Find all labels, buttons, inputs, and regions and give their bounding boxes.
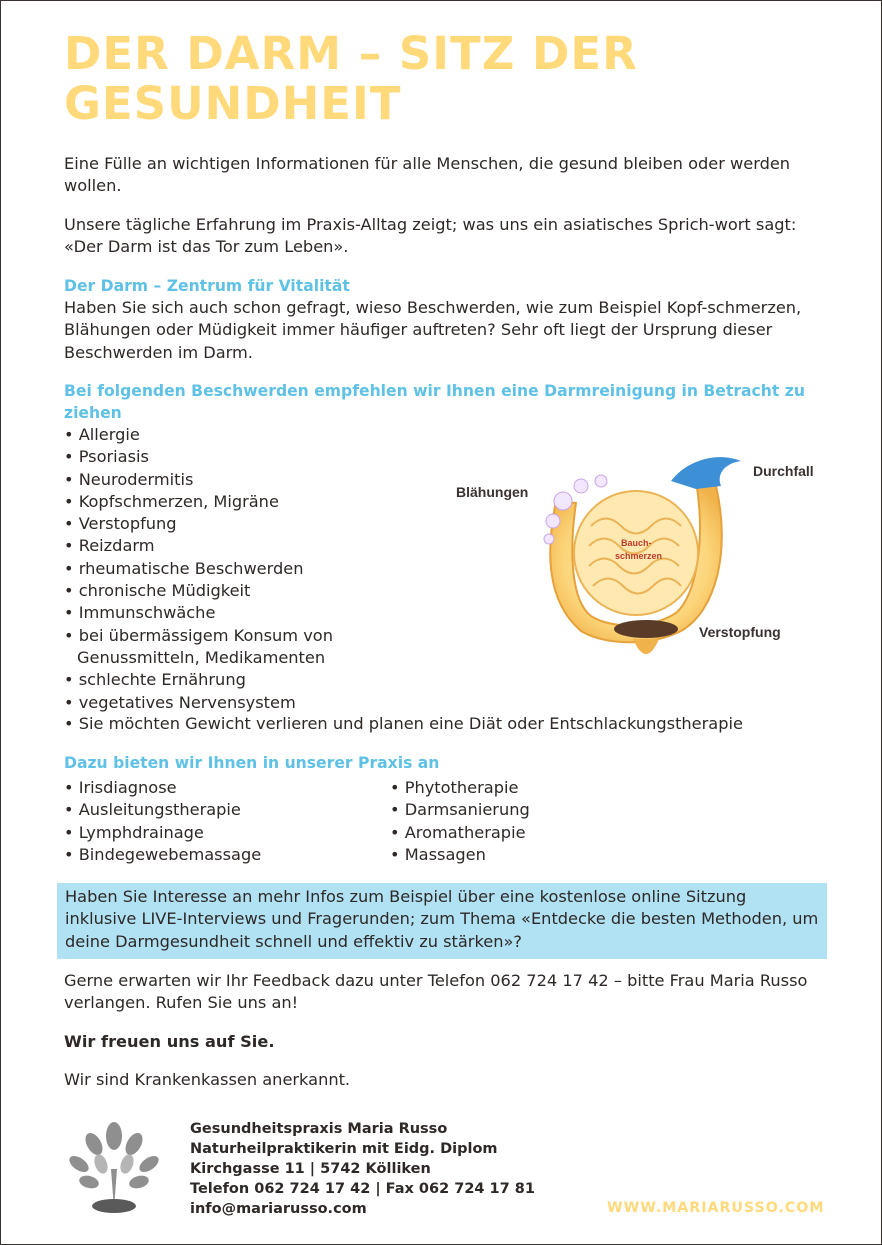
highlight-box: Haben Sie Interesse an mehr Infos zum Beispiel über eine kostenlose online Sitzung inklusive LIVE-Interviews und Fragerunden; zum Thema «Entdecke die besten Methoden, um deine Darmgesundheit schnell und effektiv zu stärken»? bbox=[57, 883, 827, 959]
list-item: • Lymphdrainage bbox=[64, 822, 384, 844]
insurance-text: Wir sind Krankenkassen anerkannt. bbox=[64, 1070, 351, 1089]
list-item: • Darmsanierung bbox=[390, 799, 710, 821]
page-title bbox=[64, 29, 844, 129]
section-heading-vitality: Der Darm – Zentrum für Vitalität bbox=[64, 277, 350, 295]
list-item: • Massagen bbox=[390, 844, 710, 866]
list-item: • schlechte Ernährung bbox=[64, 669, 364, 691]
list-item: • Psoriasis bbox=[64, 446, 364, 468]
offers-list-left bbox=[64, 777, 384, 866]
footer-email[interactable]: info@mariarusso.com bbox=[190, 1201, 367, 1217]
label-blaehungen: Blähungen bbox=[456, 484, 529, 500]
vitality-paragraph: Haben Sie sich auch schon gefragt, wieso Beschwerden, wie zum Beispiel Kopf-schmerzen, Blähungen oder Müdigkeit immer häufiger auftreten? Sehr oft liegt der Ursprung dieser Beschwerden im Darm. bbox=[64, 298, 802, 362]
list-item: • vegetatives Nervensystem bbox=[64, 692, 364, 714]
list-item: • Irisdiagnose bbox=[64, 777, 384, 799]
label-bauchschmerzen-1: Bauch- bbox=[621, 538, 652, 548]
list-item: • bei übermässigem Konsum von Genussmitteln, Medikamenten bbox=[64, 625, 364, 670]
footer-contact bbox=[190, 1119, 535, 1219]
complaints-list-last bbox=[64, 713, 844, 735]
list-item: • Neurodermitis bbox=[64, 469, 364, 491]
list-item: • Kopfschmerzen, Migräne bbox=[64, 491, 364, 513]
offers-list-right bbox=[390, 777, 710, 866]
footer-address: Kirchgasse 11 | 5742 Kölliken bbox=[190, 1161, 431, 1177]
label-verstopfung: Verstopfung bbox=[699, 624, 781, 640]
intro-paragraph-2: Unsere tägliche Erfahrung im Praxis-Alltag zeigt; was uns ein asiatisches Sprich-wort sagt: «Der Darm ist das Tor zum Leben». bbox=[64, 215, 797, 257]
footer-phone-fax: Telefon 062 724 17 42 | Fax 062 724 17 81 bbox=[190, 1181, 535, 1197]
title-line-2: GESUNDHEIT bbox=[64, 77, 402, 130]
welcome-text: Wir freuen uns auf Sie. bbox=[64, 1032, 275, 1051]
list-item: • Allergie bbox=[64, 424, 364, 446]
list-item: • Reizdarm bbox=[64, 535, 364, 557]
intestine-illustration bbox=[441, 441, 831, 686]
section-heading-complaints: Bei folgenden Beschwerden empfehlen wir Ihnen eine Darmreinigung in Betracht zu ziehen bbox=[64, 382, 805, 422]
footer-qualification: Naturheilpraktikerin mit Eidg. Diplom bbox=[190, 1141, 498, 1157]
complaints-list bbox=[64, 424, 364, 714]
tree-leaf-logo-icon bbox=[59, 1114, 169, 1219]
list-item: • Verstopfung bbox=[64, 513, 364, 535]
list-item: • Immunschwäche bbox=[64, 602, 364, 624]
list-item: • Bindegewebemassage bbox=[64, 844, 384, 866]
list-item: • Aromatherapie bbox=[390, 822, 710, 844]
title-line-1: DER DARM – SITZ DER bbox=[64, 27, 638, 80]
footer-practice-name: Gesundheitspraxis Maria Russo bbox=[190, 1121, 448, 1137]
list-item: • rheumatische Beschwerden bbox=[64, 558, 364, 580]
list-item: • chronische Müdigkeit bbox=[64, 580, 364, 602]
intro-paragraph-1: Eine Fülle an wichtigen Informationen für alle Menschen, die gesund bleiben oder werden wollen. bbox=[64, 154, 791, 196]
feedback-paragraph: Gerne erwarten wir Ihr Feedback dazu unter Telefon 062 724 17 42 – bitte Frau Maria Russo verlangen. Rufen Sie uns an! bbox=[64, 971, 808, 1013]
list-item: • Sie möchten Gewicht verlieren und planen eine Diät oder Entschlackungstherapie bbox=[64, 713, 844, 735]
list-item: • Ausleitungstherapie bbox=[64, 799, 384, 821]
list-item: • Phytotherapie bbox=[390, 777, 710, 799]
section-heading-offers: Dazu bieten wir Ihnen in unserer Praxis an bbox=[64, 754, 440, 772]
label-durchfall: Durchfall bbox=[753, 463, 814, 479]
label-bauchschmerzen-2: schmerzen bbox=[615, 551, 663, 561]
website-link[interactable]: WWW.MARIARUSSO.COM bbox=[607, 1200, 825, 1216]
